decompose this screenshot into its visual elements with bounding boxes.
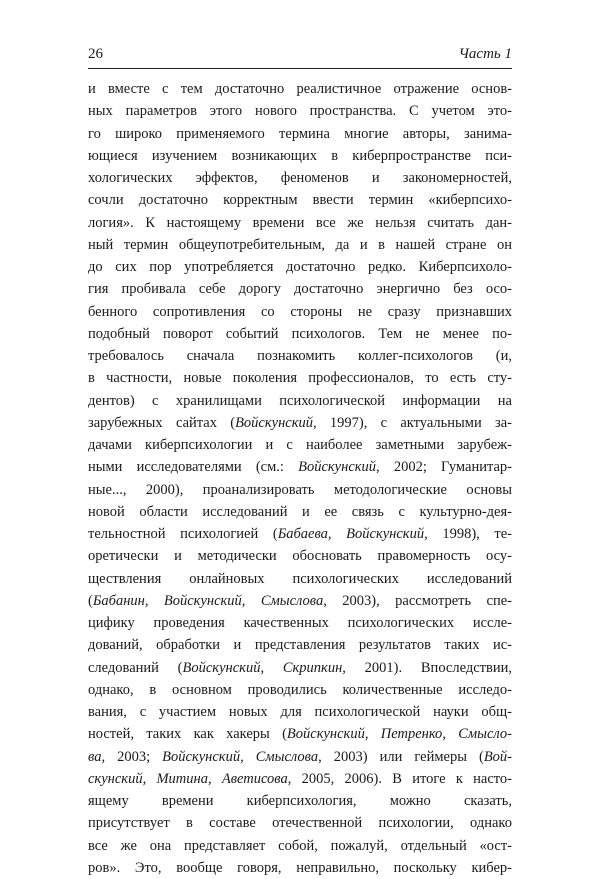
text-line <box>88 568 512 590</box>
text-segment: ществления онлайновых психологических исследований <box>88 570 512 587</box>
text-segment: хологических эффектов, феноменов и закономерностей, <box>88 170 512 186</box>
text-line <box>88 479 512 501</box>
text-segment: дачами киберпсихологии и с наиболее заметными зарубеж- <box>88 437 512 453</box>
text-line <box>88 723 512 745</box>
text-line <box>88 545 512 567</box>
text-segment: дентов) с хранилищами психологической информации на <box>88 392 512 409</box>
text-line <box>88 345 512 367</box>
text-line <box>88 256 512 278</box>
text-line <box>88 100 512 122</box>
text-line <box>88 612 512 634</box>
text-line <box>88 323 512 345</box>
text-segment: в частности, новые поколения профессионалов, то есть сту- <box>88 370 512 387</box>
text-segment: все же она представляет собой, пожалуй, отдельный «ост- <box>88 837 512 854</box>
text-segment: зарубежных сайтах ( <box>88 414 236 431</box>
citation-author: Войскунский <box>298 459 377 476</box>
text-line <box>88 367 512 389</box>
text-segment: го широко применяемого термина многие авторы, занима- <box>88 125 512 142</box>
text-segment: ющиеся изучением возникающих в киберпространстве пси- <box>88 147 512 164</box>
text-segment: ров». Это, вообще говоря, неправильно, поскольку кибер- <box>88 859 512 876</box>
text-line <box>88 835 512 857</box>
text-segment: ные..., 2000), проанализировать методологические основы <box>88 481 512 498</box>
text-segment: подобный поворот событий психологов. Тем не менее по- <box>88 325 512 342</box>
text-line <box>88 590 512 612</box>
chapter-title: Часть 1 <box>458 46 512 62</box>
text-segment: , 2003), рассмотреть спе- <box>323 592 512 609</box>
text-line <box>88 189 512 211</box>
text-segment: бенного сопротивления со стороны не сразу признавших <box>88 303 512 320</box>
citation-author: Войскунский, Смыслова <box>162 748 319 765</box>
text-line <box>88 857 512 879</box>
text-line <box>88 145 512 167</box>
citation-author: Войскунский <box>235 414 314 431</box>
text-segment: ных параметров этого нового пространства. С учетом это- <box>88 103 512 120</box>
text-segment: , 1998), те- <box>424 526 512 542</box>
text-line <box>88 212 512 234</box>
text-line <box>88 412 512 434</box>
citation-author: скунский, Митина, Аветисова <box>88 770 288 787</box>
text-segment: следований ( <box>88 659 183 676</box>
text-segment: , 1997), с актуальными за- <box>313 414 512 431</box>
text-line <box>88 746 512 768</box>
citation-author: Вой- <box>483 748 512 765</box>
text-line <box>88 523 512 545</box>
text-segment: ный термин общеупотребительным, да и в нашей стране он <box>88 236 512 253</box>
citation-author: Войскунский, Скрипкин <box>182 659 343 676</box>
text-segment: ностей, таких как хакеры ( <box>88 726 287 743</box>
text-line <box>88 501 512 523</box>
citation-author: Бабаева, Войскунский <box>277 526 425 542</box>
text-segment: , 2005, 2006). В итоге к насто- <box>287 770 513 787</box>
text-line <box>88 234 512 256</box>
text-segment: , 2001). Впоследствии, <box>342 659 512 676</box>
text-line <box>88 768 512 790</box>
text-segment: новой области исследований и ее связь с культурно-дея- <box>88 503 512 520</box>
text-segment: логия». К настоящему времени все же нельзя считать дан- <box>88 214 512 231</box>
text-segment: дований, обработки и представления результатов таких ис- <box>88 637 512 654</box>
text-segment: и вместе с тем достаточно реалистичное отражение основ- <box>88 81 512 97</box>
text-segment: ными исследователями (см.: <box>88 459 299 476</box>
text-segment: вания, с участием новых для психологической науки общ- <box>88 704 512 720</box>
text-line <box>88 701 512 723</box>
text-line <box>88 456 512 478</box>
text-line <box>88 657 512 679</box>
text-segment: , 2003) или геймеры ( <box>318 748 484 765</box>
text-segment: однако, в основном проводились количественные исследо- <box>88 681 512 698</box>
text-segment: , 2003; <box>101 748 163 765</box>
citation-author: Бабанин, Войскунский, Смыслова <box>92 592 324 609</box>
text-line <box>88 634 512 656</box>
text-line <box>88 123 512 145</box>
text-line <box>88 390 512 412</box>
text-segment: оретически и методически обосновать правомерность осу- <box>88 548 512 565</box>
text-segment: до сих пор употребляется достаточно редко. Киберпсихоло- <box>88 259 512 275</box>
text-segment: требовалось сначала познакомить коллег-психологов (и, <box>88 348 512 364</box>
text-segment: сочли достаточно корректным ввести термин «киберпсихо- <box>88 192 512 209</box>
text-line <box>88 434 512 456</box>
body-text <box>88 78 512 879</box>
text-segment: присутствует в составе отечественной психологии, однако <box>88 815 512 832</box>
text-line <box>88 812 512 834</box>
text-line <box>88 679 512 701</box>
text-segment: гия пробивала себе дорогу достаточно энергично без осо- <box>88 281 512 298</box>
text-line <box>88 78 512 100</box>
citation-author: ва <box>88 748 102 765</box>
text-line <box>88 301 512 323</box>
running-header <box>88 46 512 66</box>
page-number: 26 <box>88 46 103 62</box>
text-segment: ящему времени киберпсихология, можно сказать, <box>88 793 512 809</box>
text-line <box>88 167 512 189</box>
header-rule <box>88 68 512 69</box>
text-line <box>88 790 512 812</box>
text-segment: ( <box>88 592 93 609</box>
text-segment: тельностной психологией ( <box>88 526 278 542</box>
text-segment: цифику проведения качественных психологических иссле- <box>88 615 512 631</box>
citation-author: Войскунский, Петренко, Смысло- <box>286 726 512 743</box>
text-line <box>88 278 512 300</box>
text-segment: , 2002; Гуманитар- <box>376 459 512 476</box>
